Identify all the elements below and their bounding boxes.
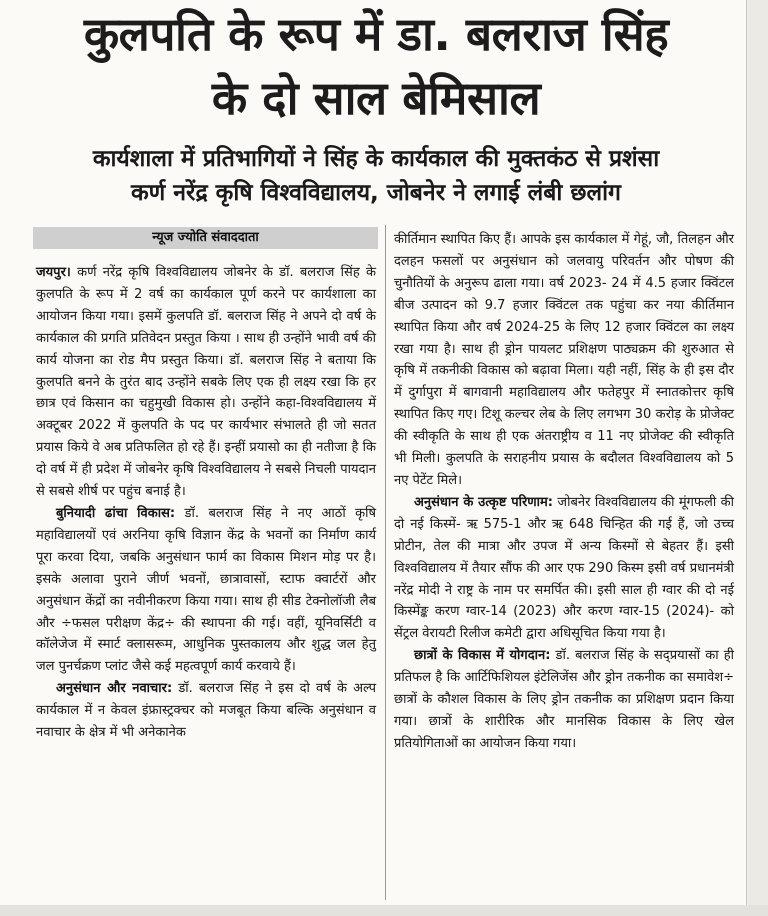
- headline-line-1: कुलपति के रूप में डा. बलराज सिंह: [83, 7, 669, 61]
- column-divider: [385, 225, 386, 900]
- paragraph-continued: [394, 229, 734, 492]
- byline: न्यूज ज्योति संवाददाता: [33, 227, 378, 249]
- headline-line-2: के दो साल बेमिसाल: [211, 71, 541, 125]
- right-column: [394, 229, 734, 755]
- paragraph-lead: अनुसंधान के उत्कृष्ट परिणाम:: [414, 494, 553, 510]
- paragraph-text: डॉ. बलराज सिंह के सद्प्रयासों का ही प्रतिफल है कि आर्टिफिशियल इंटेलिजेंस और ड्रोन तकनीक का समावेश÷ छात्रों के कौशल विकास के लिए ड्रोन तकनीक का प्रशिक्षण प्रदान किया गया। छात्रों के शारीरिक और मानसिक विकास के लिए खेल प्रतियोगिताओं का आयोजन किया गया।: [394, 648, 734, 751]
- subheadline-line-1: कार्यशाला में प्रतिभागियों ने सिंह के कार्यकाल की मुक्तकंठ से प्रशंसा: [92, 146, 660, 172]
- paragraph-results: [394, 492, 734, 645]
- paragraph-text: कर्ण नरेंद्र कृषि विश्वविद्यालय जोबनेर के डॉ. बलराज सिंह के कुलपति के रूप में 2 वर्ष का कार्यकाल पूर्ण करने पर कार्यशाला का आयोजन किया गया। इसमें कुलपति डॉ. बलराज सिंह ने अपने दो वर्ष के कार्यकाल की प्रगति प्रतिवेदन प्रस्तुत किया । साथ ही उन्होंने भावी वर्ष की कार्य योजना का रोड मैप प्रस्तुत किया। डॉ. बलराज सिंह ने बताया कि कुलपति बनने के तुरंत बाद उन्होंने सबके लिए एक ही लक्ष्य रखा कि हर छात्र एवं किसान का चहुमुखी विकास हो। उन्होंने कहा-विश्वविद्यालय में अक्टूबर 2022 में कुलपति के पद पर कार्यभार संभालते ही जो सतत प्रयास किये वे अब प्रतिफलित हो रहे हैं। इन्हीं प्रयासो का ही नतीजा है कि दो वर्ष में ही प्रदेश में जोबनेर कृषि विश्वविद्यालय ने सबसे निचली पायदान से सबसे शीर्ष पर पहुंच बनाई है।: [36, 265, 376, 500]
- paragraph-text: जोबनेर विश्वविद्यालय की मूंगफली की दो नई किस्में- ऋ 575-1 और ऋ 648 चिन्हित की गई हैं, जो उच्च प्रोटीन, तेल की मात्रा और उपज में अन्य किस्मों से बेहतर हैं। इसी विश्वविद्यालय में तैयार सौंफ की आर एफ 290 किस्म इसी वर्ष प्रधानमंत्री नरेंद्र मोदी ने राष्ट्र के नाम पर समर्पित की। इसी साल ही ग्वार की दो नई किस्मेंङ्क करण ग्वार-14 (2023) और करण ग्वार-15 (2024)- को सेंट्रल वेरायटी रिलीज कमेटी द्वारा अधिसूचित किया गया है।: [394, 494, 734, 642]
- bottom-strip: [0, 905, 768, 916]
- paragraph-text: डॉ. बलराज सिंह ने नए आठों कृषि महाविद्यालयों एवं अरनिया कृषि विज्ञान केंद्र के भवनों का निर्माण कार्य पूरा करवा दिया, जबकि अनुसंधान फार्म का विकास मिशन मोड़ पर है। इसके अलावा पुराने जीर्ण भवनों, छात्रावासों, स्टाफ क्वार्टरों और अनुसंधान केंद्रों का नवीनीकरण किया गया। साथ ही सीड टेक्नोलॉजी लैब और ÷फसल परीक्षण केंद्र÷ की स्थापना की गई। वहीं, यूनिवर्सिटी व कॉलेजेज में स्मार्ट क्लासरूम, आधुनिक पुस्तकालय और शुद्ध जल हेतु जल पुनर्चक्रण प्लांट जैसे कई महत्वपूर्ण कार्य करवाये हैं।: [36, 505, 376, 675]
- paragraph-students: [394, 645, 734, 755]
- paragraph-lead: जयपुर।: [36, 265, 71, 280]
- paragraph-lead: अनुसंधान और नवाचार:: [56, 681, 173, 697]
- paragraph-infrastructure: [36, 503, 376, 678]
- subheadline-line-2: कर्ण नरेंद्र कृषि विश्वविद्यालय, जोबनेर ने लगाई लंबी छलांग: [130, 180, 622, 206]
- paragraph-text: कीर्तिमान स्थापित किए हैं। आपके इस कार्यकाल में गेहूं, जौ, तिलहन और दलहन फसलों पर अनुसंधान को जलवायु परिवर्तन और पोषण की चुनौतियों के अनुरूप ढाला गया। वर्ष 2023- 24 में 4.5 हजार क्विंटल बीज उत्पादन को 9.7 हजार क्विंटल तक पहुंचा कर नया कीर्तिमान स्थापित किया और वर्ष 2024-25 के लिए 12 हजार क्विंटल का लक्ष्य रखा गया है। साथ ही ड्रोन पायलट प्रशिक्षण पाठ्यक्रम की शुरुआत से कृषि में तकनीकी विकास को बढ़ावा मिला। यही नहीं, सिंह के ही इस दौर में दुर्गापुरा में बागवानी महाविद्यालय और फतेहपुर में स्नातकोत्तर कृषि स्थापित किए गए। टिशू कल्चर लेब के लिए लगभग 30 करोड़ के प्रोजेक्ट की स्वीकृति के साथ ही एक अंतराष्ट्रीय व 11 नए प्रोजेक्ट की स्वीकृति भी मिली। कुलपति के सराहनीय प्रयास के बदौलत विश्वविद्यालय को 5 नए पेटेंट मिले।: [394, 232, 734, 488]
- paragraph-lead: बुनियादी ढांचा विकास:: [56, 505, 176, 521]
- paragraph-text: डॉ. बलराज सिंह ने इस दो वर्ष के अल्प कार्यकाल में न केवल इंफ्रास्ट्रक्चर को मजबूत किया बल्कि अनुसंधान व नवाचार के क्षेत्र में भी अनेकानेक: [36, 681, 376, 741]
- paragraph-lead: छात्रों के विकास में योगदान:: [414, 648, 551, 664]
- paragraph-intro: [36, 262, 376, 503]
- adjacent-page-edge: [748, 0, 768, 905]
- left-column: [36, 262, 376, 744]
- paragraph-research: [36, 678, 376, 744]
